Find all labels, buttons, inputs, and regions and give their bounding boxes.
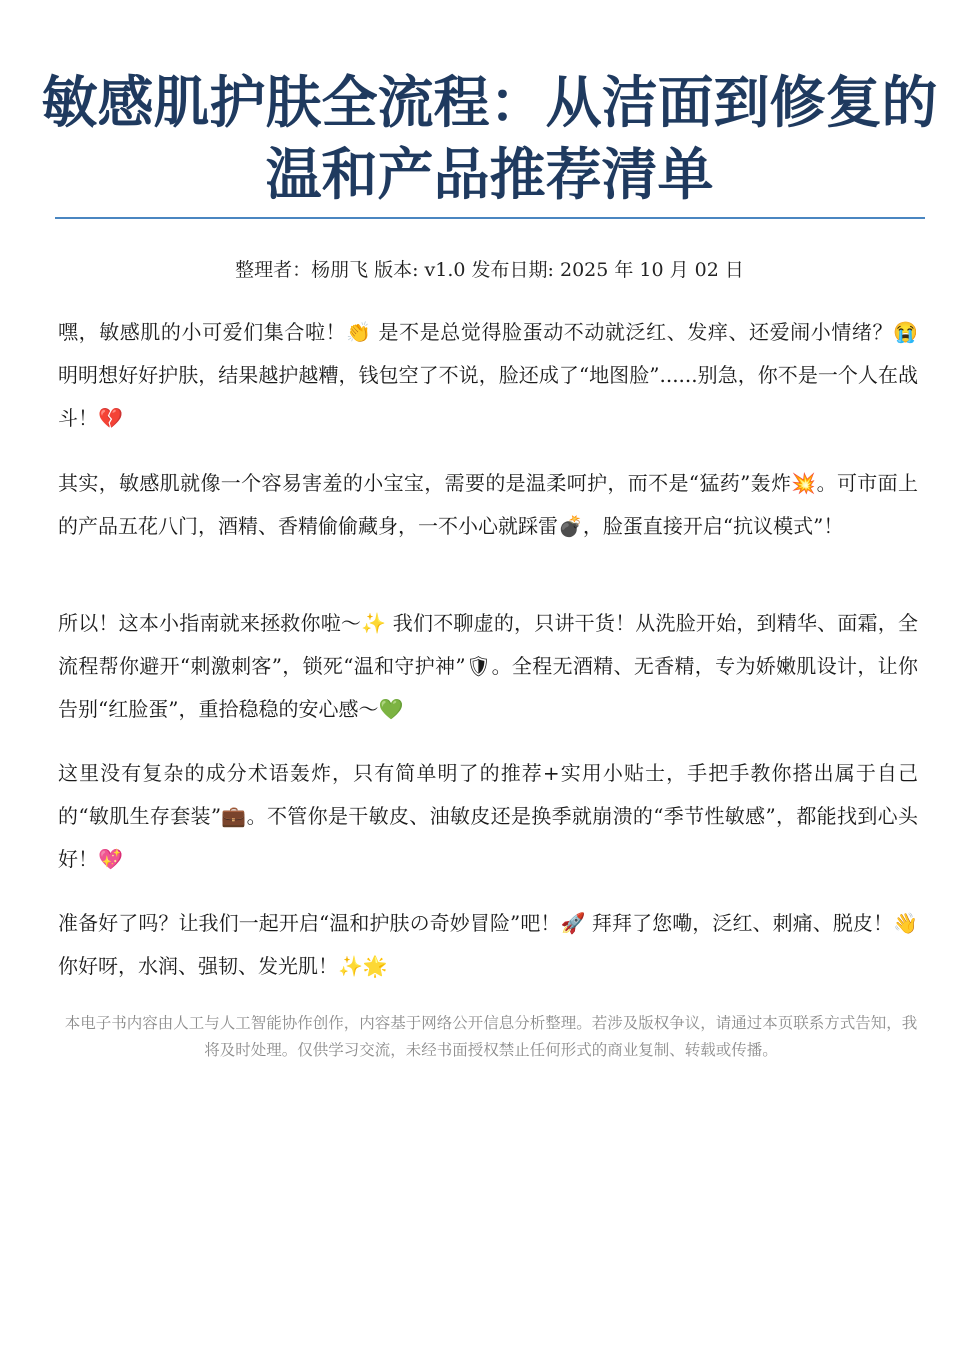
copyright-disclaimer: 本电子书内容由人工与人工智能协作创作，内容基于网络公开信息分析整理。若涉及版权争议，请通过本页联系方式告知，我将及时处理。仅供学习交流，未经书面授权禁止任何形式的商业复制、转载或传播。 [64, 1014, 918, 1059]
intro-paragraph-3: 所以！这本小指南就来拯救你啦～✨ 我们不聊虚的，只讲干货！从洗脸开始，到精华、面霜，全流程帮你避开“刺激刺客”，锁死“温和守护神”🛡。全程无酒精、无香精，专为娇嫩肌设计，让你告别“红脸蛋”，重拾稳稳的安心感～💚 [58, 611, 918, 721]
document-title: 敏感肌护肤全流程：从洁面到修复的温和产品推荐清单 [41, 71, 938, 208]
intro-paragraph-4: 这里没有复杂的成分术语轰炸，只有简单明了的推荐+实用小贴士，手把手教你搭出属于自己的“敏肌生存套装”💼。不管你是干敏皮、油敏皮还是换季就崩溃的“季节性敏感”，都能找到心头好！💖 [58, 761, 918, 871]
intro-paragraph-5: 准备好了吗？让我们一起开启“温和护肤の奇妙冒险”吧！🚀 拜拜了您嘞，泛红、刺痛、脱皮！👋 你好呀，水润、强韧、发光肌！✨🌟 [58, 911, 918, 978]
title-divider [55, 217, 925, 219]
intro-paragraph-1: 嘿，敏感肌的小可爱们集合啦！👏 是不是总觉得脸蛋动不动就泛红、发痒、还爱闹小情绪？😭 明明想好好护肤，结果越护越糟，钱包空了不说，脸还成了“地图脸”......别急，你不是一个人在战斗！💔 [58, 320, 918, 430]
intro-paragraph-2: 其实，敏感肌就像一个容易害羞的小宝宝，需要的是温柔呵护，而不是“猛药”轰炸💥。可市面上的产品五花八门，酒精、香精偷偷藏身，一不小心就踩雷💣，脸蛋直接开启“抗议模式”！ [58, 471, 918, 538]
author-version-date-line: 整理者：杨朋飞 版本: v1.0 发布日期: 2025 年 10 月 02 日 [235, 259, 744, 281]
